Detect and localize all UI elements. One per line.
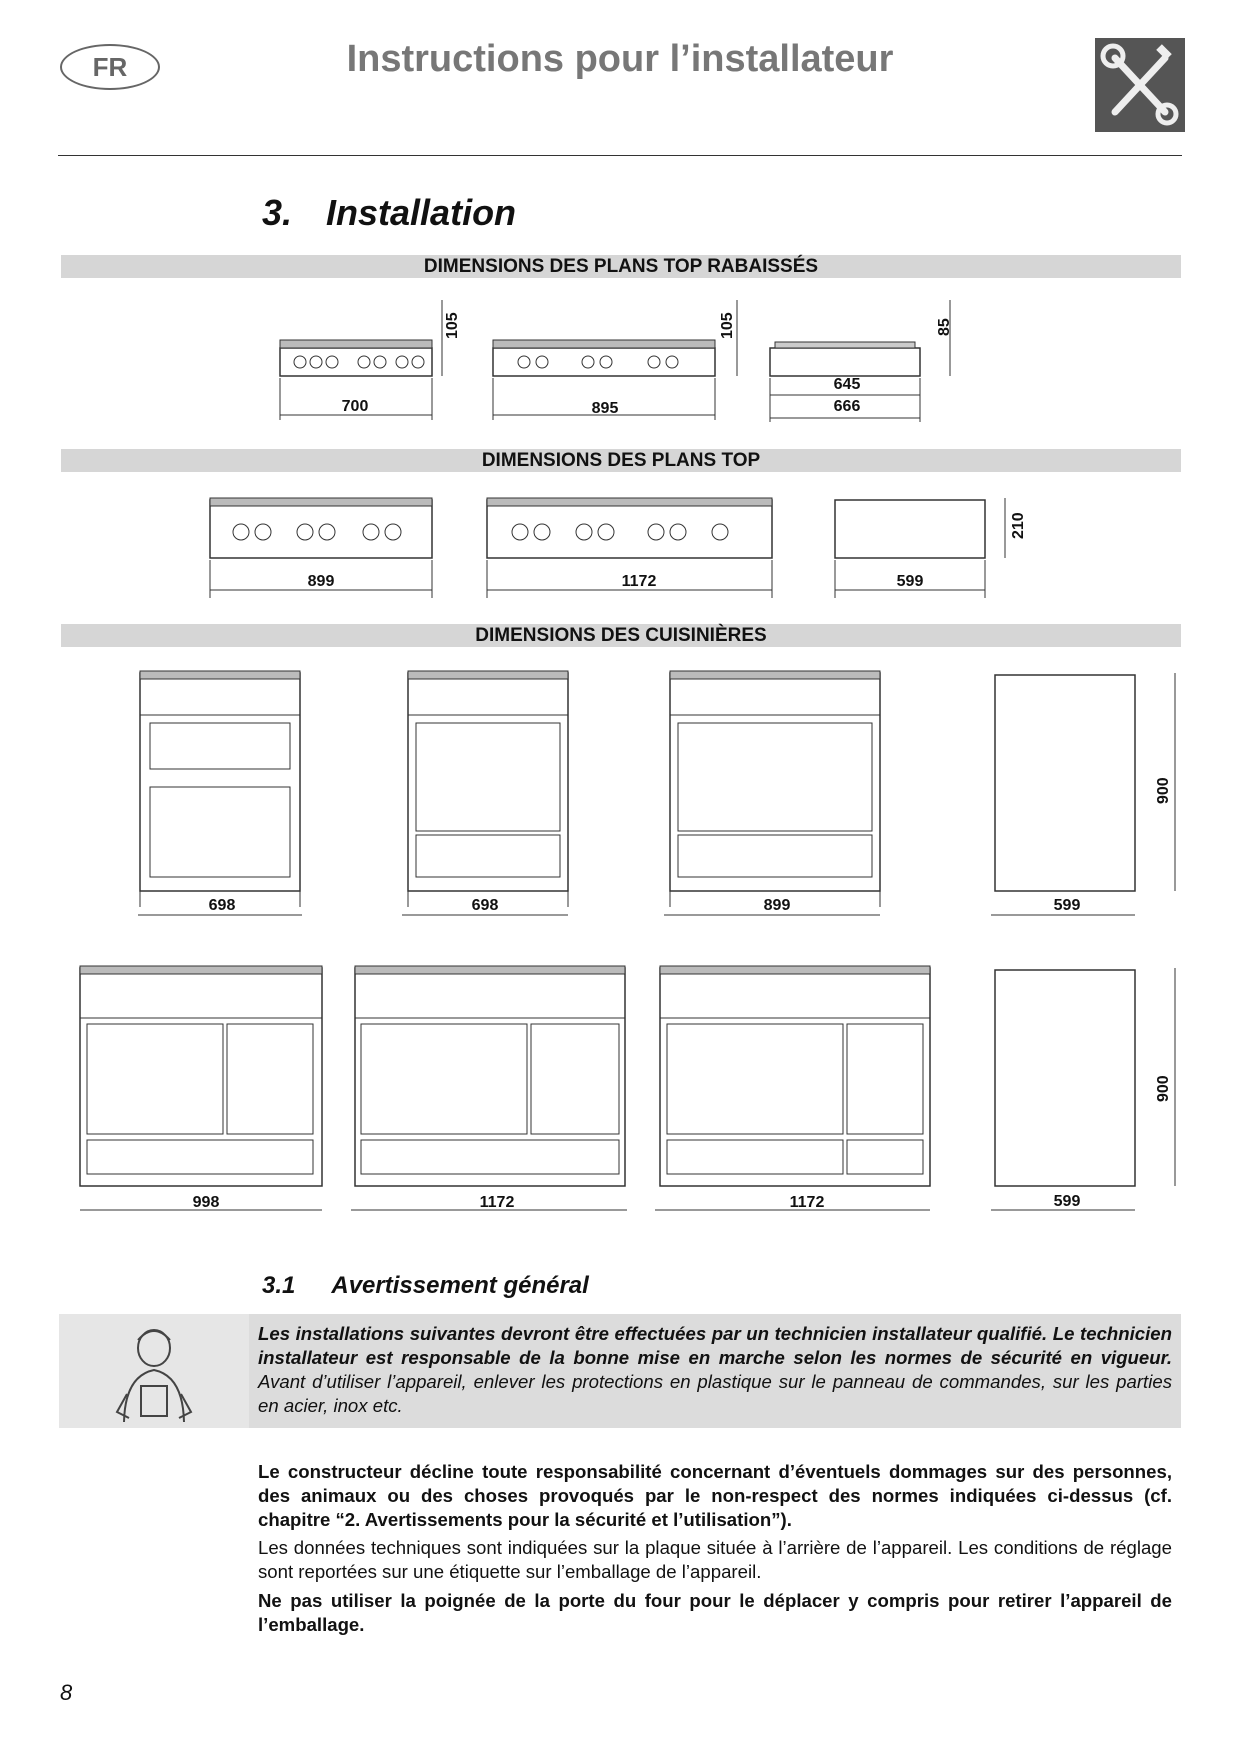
- paragraph-liability: Le constructeur décline toute responsabilité concernant d’éventuels dommages sur des personnes, des animaux ou des choses provoqués par le non-respect des normes indiquées ci-dessus (cf. chapitre “2. Avertissements pour la sécurité et l’utilisation”).: [258, 1461, 1172, 1530]
- technician-icon: [59, 1314, 249, 1428]
- warning-text: [258, 1322, 1172, 1418]
- cooker-899-drawing: [660, 665, 890, 930]
- page-number: 8: [60, 1680, 73, 1705]
- paragraph-handle-warning: Ne pas utiliser la poignée de la porte du four pour le déplacer y compris pour retirer l’appareil de l’emballage.: [258, 1590, 1172, 1635]
- cooker-1172a-drawing: [345, 960, 635, 1225]
- dim-cooker-698b: 698: [471, 897, 499, 914]
- dim-lowered-h2: 105: [719, 312, 736, 339]
- subsection-number: 3.1: [262, 1272, 296, 1299]
- language-label: FR: [92, 51, 128, 82]
- section-title-text: Installation: [326, 192, 517, 233]
- language-badge: [60, 44, 160, 90]
- warning-text-bold: Les installations suivantes devront être effectuées par un technicien installateur qualifié. Le technicien installateur est responsable de la bonne mise en marche selon les normes de sécurité en vigueur.: [258, 1323, 1172, 1368]
- dim-cooker-599-row2: 599: [1053, 1193, 1081, 1210]
- section-title: [262, 192, 516, 234]
- dim-cooker-899: 899: [763, 897, 791, 914]
- dim-lowered-895: 895: [591, 400, 619, 417]
- dim-lowered-666: 666: [833, 398, 861, 415]
- band-lowered-tops: DIMENSIONS DES PLANS TOP RABAISSÉS: [61, 255, 1181, 278]
- dim-lowered-h1: 105: [444, 312, 461, 339]
- paragraph-technical-data: Les données techniques sont indiquées sur la plaque située à l’arrière de l’appareil. Les conditions de réglage sont reportées sur une étiquette sur l’emballage de l’appareil.: [258, 1537, 1172, 1582]
- dim-top-599: 599: [896, 573, 924, 590]
- cooker-698b-drawing: [398, 665, 578, 930]
- cooker-1172b-drawing: [655, 960, 945, 1225]
- subsection-title: [262, 1272, 589, 1300]
- band-cookers: DIMENSIONS DES CUISINIÈRES: [61, 624, 1181, 647]
- page-header-title: Instructions pour l’installateur: [346, 38, 894, 80]
- dim-top-1172: 1172: [621, 573, 657, 590]
- header-divider: [58, 155, 1182, 156]
- dim-cooker-1172b: 1172: [789, 1194, 825, 1211]
- dim-lowered-85: 85: [936, 318, 953, 336]
- cooker-998-drawing: [75, 960, 330, 1225]
- section-number: 3.: [262, 192, 293, 233]
- dim-cooker-998: 998: [192, 1194, 220, 1211]
- dim-cooker-599-row1: 599: [1053, 897, 1081, 914]
- cooker-698a-drawing: [130, 665, 310, 930]
- dim-lowered-645: 645: [833, 376, 861, 393]
- dim-cooker-900-row2: 900: [1155, 1075, 1172, 1102]
- subsection-title-text: Avertissement général: [331, 1272, 589, 1299]
- warning-text-normal: Avant d’utiliser l’appareil, enlever les protections en plastique sur le panneau de commandes, sur les parties en acier, inox etc.: [258, 1371, 1172, 1416]
- dim-top-899: 899: [307, 573, 335, 590]
- band-tops: DIMENSIONS DES PLANS TOP: [61, 449, 1181, 472]
- dim-cooker-1172a: 1172: [479, 1194, 515, 1211]
- top-side-drawing: [830, 490, 1040, 605]
- dim-lowered-700: 700: [341, 398, 369, 415]
- dim-cooker-900-row1: 900: [1155, 777, 1172, 804]
- tools-icon: [1095, 38, 1185, 132]
- dim-top-210: 210: [1010, 512, 1027, 539]
- dim-cooker-698a: 698: [208, 897, 236, 914]
